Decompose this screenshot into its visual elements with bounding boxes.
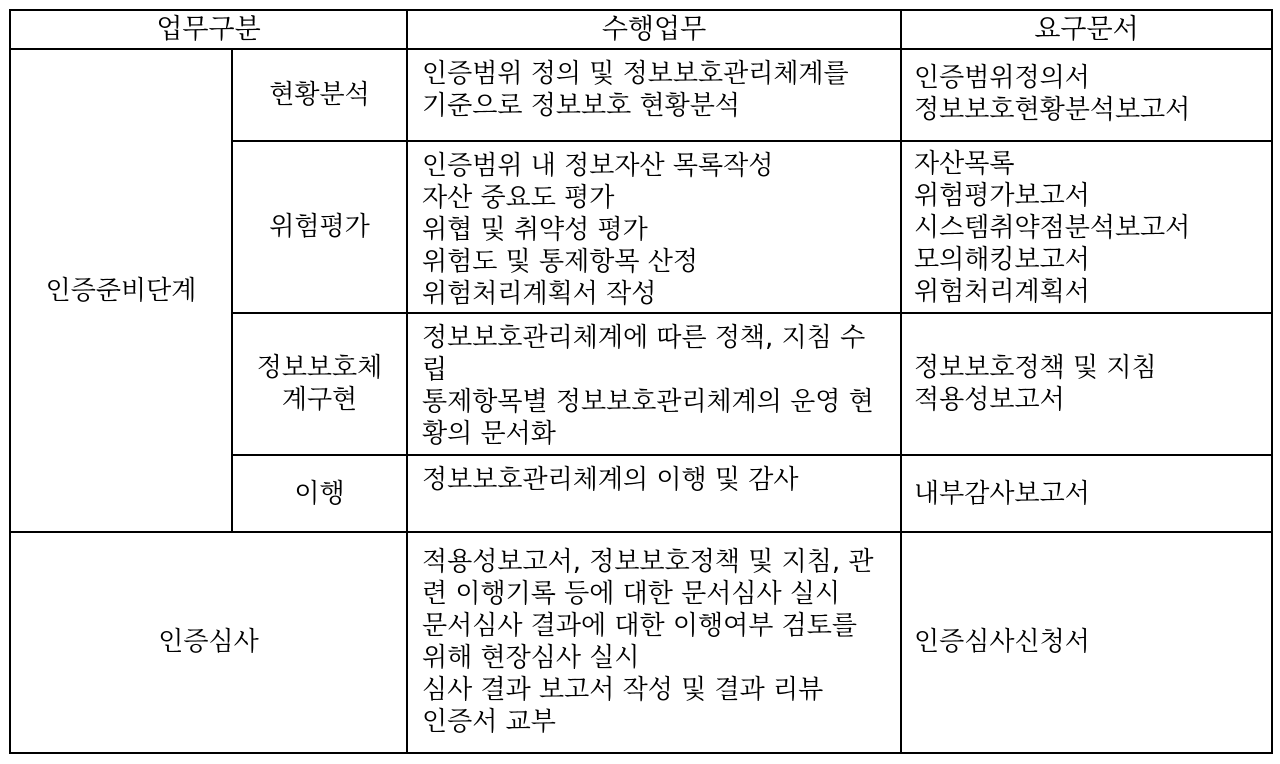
header-row (10, 10, 1272, 49)
task-line: 문서심사 결과에 대한 이행여부 검토를 (422, 611, 857, 642)
substage-label (232, 455, 407, 532)
doc-cell (901, 49, 1272, 141)
doc-cell (901, 141, 1272, 313)
task-line: 인증서 교부 (422, 707, 556, 738)
task-line: 인증범위 내 정보자산 목록작성 (422, 151, 774, 182)
task-cell (407, 455, 901, 532)
doc-line: 내부감사보고서 (914, 478, 1090, 509)
header-category: 업무구분 (10, 10, 407, 49)
table-row (10, 532, 1272, 753)
substage-line: 위험평가 (269, 212, 370, 243)
substage-label (232, 313, 407, 455)
substage-line: 계구현 (281, 384, 358, 415)
doc-cell (901, 455, 1272, 532)
task-line: 기준으로 정보보호 현황분석 (422, 91, 740, 122)
task-line: 립 (422, 354, 448, 385)
stage-label-audit: 인증심사 (10, 532, 407, 753)
stage-label-prep: 인증준비단계 (10, 49, 232, 532)
task-cell (407, 49, 901, 141)
task-line: 인증범위 정의 및 정보보호관리체계를 (422, 59, 849, 90)
task-line: 정보보호관리체계에 따른 정책, 지침 수 (422, 322, 866, 353)
doc-line: 적용성보고서 (914, 384, 1065, 415)
substage-label (232, 141, 407, 313)
doc-line: 위험평가보고서 (914, 181, 1090, 212)
task-line: 통제항목별 정보보호관리체계의 운영 현 (422, 386, 874, 417)
doc-line: 정보보호현황분석보고서 (914, 95, 1191, 126)
task-cell (407, 313, 901, 455)
doc-line: 위험처리계획서 (914, 277, 1090, 308)
task-line: 위협 및 취약성 평가 (422, 215, 648, 246)
doc-line: 자산목록 (914, 149, 1015, 180)
doc-cell (901, 313, 1272, 455)
task-line: 위험처리계획서 작성 (422, 279, 657, 310)
header-tasks: 수행업무 (407, 10, 901, 49)
task-line: 심사 결과 보고서 작성 및 결과 리뷰 (422, 675, 824, 706)
substage-line: 이행 (294, 478, 345, 509)
doc-line: 인증심사신청서 (914, 627, 1090, 658)
task-line: 위험도 및 통제항목 산정 (422, 247, 698, 278)
task-cell (407, 141, 901, 313)
task-cell (407, 532, 901, 753)
substage-line: 정보보호체 (256, 352, 383, 383)
substage-label (232, 49, 407, 141)
task-line: 위해 현장심사 실시 (422, 643, 640, 674)
header-documents: 요구문서 (901, 10, 1272, 49)
doc-line: 모의해킹보고서 (914, 245, 1090, 276)
task-line: 자산 중요도 평가 (422, 183, 615, 214)
task-line: 정보보호관리체계의 이행 및 감사 (422, 465, 799, 496)
task-line: 련 이행기록 등에 대한 문서심사 실시 (422, 579, 841, 610)
certification-process-table (9, 9, 1273, 754)
task-line: 황의 문서화 (422, 418, 556, 449)
task-line: 적용성보고서, 정보보호정책 및 지침, 관 (422, 547, 874, 578)
table-row (10, 49, 1272, 141)
doc-line: 인증범위정의서 (914, 63, 1090, 94)
doc-line: 정보보호정책 및 지침 (914, 352, 1157, 383)
substage-line: 현황분석 (269, 80, 370, 111)
doc-line: 시스템취약점분석보고서 (914, 213, 1191, 244)
doc-cell (901, 532, 1272, 753)
